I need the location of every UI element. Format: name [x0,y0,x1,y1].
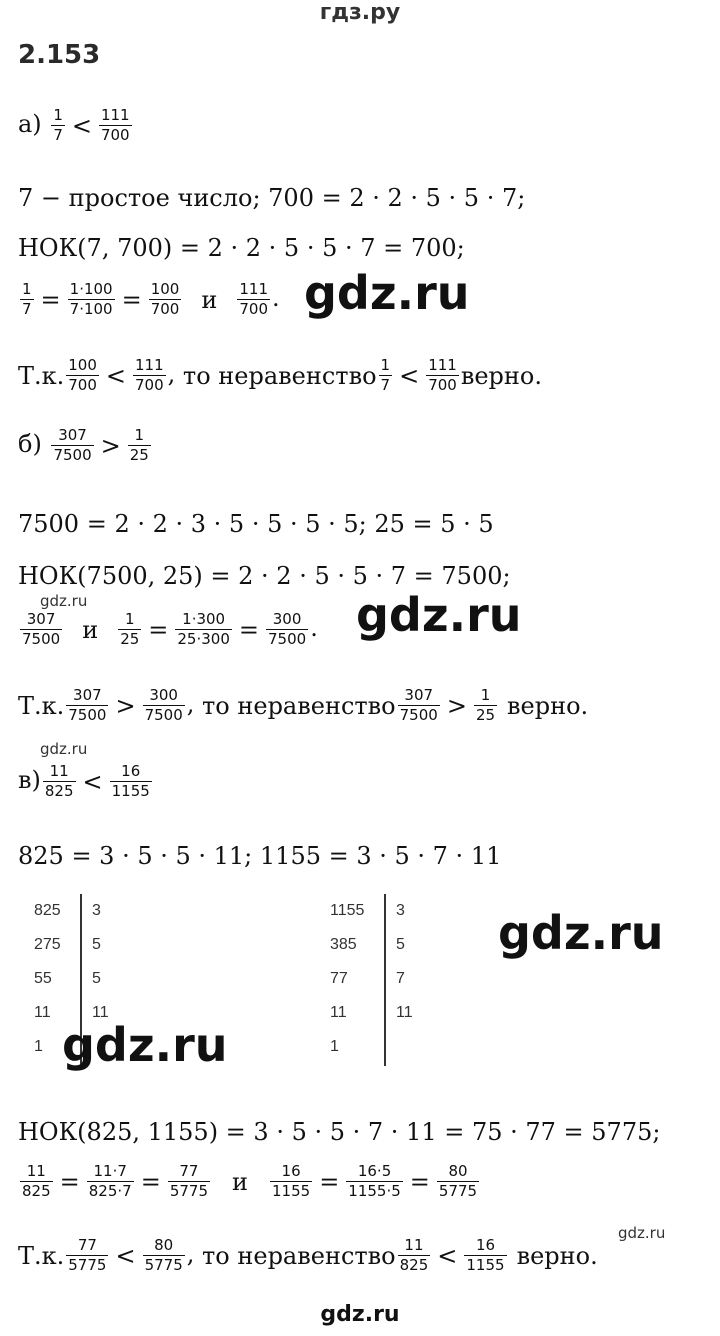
watermark: gdz.ru [40,592,88,610]
dividend-cell: 1 [330,1038,339,1055]
part-c-factorization: 825 = 3 · 5 · 5 · 11; 1155 = 3 · 5 · 7 · 11 [18,842,502,870]
part-a-lcm: НОК(7, 700) = 2 · 2 · 5 · 5 · 7 = 700; [18,234,465,262]
dividend-cell: 275 [34,936,61,953]
dividend-cell: 77 [330,970,348,987]
dividend-cell: 11 [330,1004,347,1021]
part-b-lcm: НОК(7500, 25) = 2 · 2 · 5 · 5 · 7 = 7500; [18,562,511,590]
fraction: $\frac{1\cdot 100}{7\cdot 100}$ [69,280,113,318]
division-table-1155 [330,894,450,1066]
part-b-equation: $\frac{307}{7500}$ и $\frac{1}{25}$ = $\frac{1\cdot 300}{25\cdot 300}$ = $\frac{300}{7500}$ . [22,610,318,648]
divisor-cell: 3 [92,902,101,919]
fraction: $\frac{111}{700}$ [239,280,268,318]
part-a-factorization: 7 − простое число; 700 = 2 · 2 · 5 · 5 · 7; [18,184,526,212]
part-b-factorization: 7500 = 2 · 2 · 3 · 5 · 5 · 5 · 5; 25 = 5 · 5 [18,510,494,538]
watermark: gdz.ru [304,266,470,320]
divisor-cell: 5 [92,936,101,953]
part-a-conclusion: Т.к. $\frac{100}{700}$ < $\frac{111}{700}$ , то неравенство $\frac{1}{7}$ < $\frac{111}{700}$ верно. [18,356,542,394]
fraction: $\frac{1}{7}$ [22,280,32,318]
dividend-cell: 1 [34,1038,43,1055]
dividend-cell: 825 [34,902,61,919]
part-c-lcm: НОК(825, 1155) = 3 · 5 · 5 · 7 · 11 = 75 · 77 = 5775; [18,1118,661,1146]
fraction: $\frac{111}{700}$ [100,106,130,144]
dividend-cell: 55 [34,970,52,987]
site-header[interactable]: гдз.ру [319,0,401,25]
divisor-cell: 3 [396,902,405,919]
watermark: gdz.ru [40,740,88,758]
dividend-cell: 1155 [330,902,365,919]
dividend-cell: 385 [330,936,357,953]
divisor-cell: 7 [396,970,405,987]
part-b-conclusion: Т.к. $\frac{307}{7500}$ > $\frac{300}{7500}$ , то неравенство $\frac{307}{7500}$ > $\frac{1}{25}$ верно. [18,686,589,724]
fraction: $\frac{1}{7}$ [53,106,63,144]
divisor-cell: 5 [92,970,101,987]
divisor-cell: 11 [396,1004,413,1021]
footer-watermark: gdz.ru [320,1302,400,1327]
part-a-label: а) [18,110,42,138]
watermark: gdz.ru [618,1224,666,1242]
part-c-equation: $\frac{11}{825}$ = $\frac{11\cdot 7}{825\cdot 7}$ = $\frac{77}{5775}$ и $\frac{16}{1155}$ = $\frac{16\cdot 5}{1155\cdot 5}$ = $\frac{80}{5775}$ [22,1162,478,1200]
part-b-statement: б) $\frac{307}{7500}$ > $\frac{1}{25}$ [18,426,149,464]
problem-number: 2.153 [18,40,101,70]
part-a-statement: а) $\frac{1}{7}$ < $\frac{111}{700}$ [18,106,130,144]
part-c-conclusion: Т.к. $\frac{77}{5775}$ < $\frac{80}{5775}$ , то неравенство $\frac{11}{825}$ < $\frac{16}{1155}$ верно. [18,1236,598,1274]
dividend-cell: 11 [34,1004,51,1021]
watermark: gdz.ru [356,588,522,642]
divisor-cell: 5 [396,936,405,953]
part-a-equation: $\frac{1}{7}$ = $\frac{1\cdot 100}{7\cdot 100}$ = $\frac{100}{700}$ и $\frac{111}{700}$ . [22,280,280,318]
watermark: gdz.ru [62,1018,228,1072]
watermark: gdz.ru [498,906,664,960]
part-c-statement: в) $\frac{11}{825}$ < $\frac{16}{1155}$ [18,762,150,800]
fraction: $\frac{100}{700}$ [150,280,180,318]
divisor-cell: 11 [92,1004,109,1021]
